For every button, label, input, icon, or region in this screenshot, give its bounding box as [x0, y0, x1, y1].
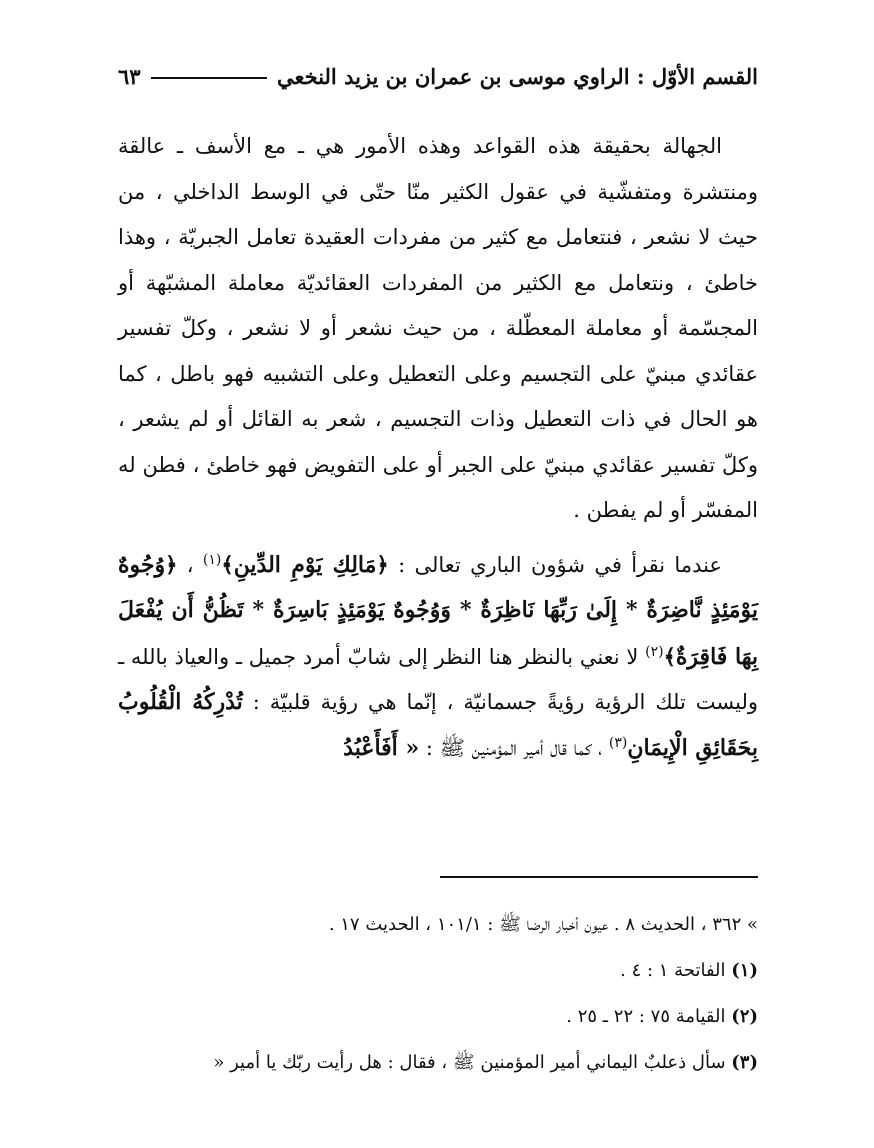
- footnote-continuation: » ٣٦٢ ، الحديث ٨ . عيون أخبار الرضا ﷺ : ١٠١/١ ، الحديث ١٧ .: [328, 914, 758, 935]
- header-rule: [151, 77, 267, 79]
- quran-close-bracket: ﴾: [221, 551, 234, 577]
- footnote-text: الفاتحة ١ : ٤ .: [620, 960, 726, 981]
- footnote-1: [110, 948, 758, 994]
- main-text: [118, 124, 758, 771]
- footnote-number: (١): [731, 960, 758, 981]
- footnote-number: (٢): [731, 1006, 758, 1027]
- quote-start: « أَفَأَعْبُدُ: [343, 734, 420, 761]
- page-header: [118, 56, 758, 96]
- quran-close-bracket: ﴾: [663, 643, 676, 669]
- hadith-phrase: تُدْرِكُهُ الْقُلُوبُ بِحَقَائِقِ الْإِيمَانِ: [118, 689, 758, 761]
- quran-open-bracket: ﴿: [165, 551, 178, 577]
- footnote-ref-2: (٢): [645, 643, 664, 660]
- footnote-2: [110, 994, 758, 1040]
- paragraph-1: الجهالة بحقيقة هذه القواعد وهذه الأمور هي ـ مع الأسف ـ عالقة ومنتشرة ومتفشّية في عقول الكثير منّا حتّى في الوسط الداخلي ، من حيث لا نشعر ، فنتعامل مع كثير من مفردات العقيدة تعامل الجبريّة ، وهذا خاطئ ، ونتعامل مع الكثير من المفردات العقائديّة معاملة المشبّهة أو المجسّمة أو معاملة المعطّلة ، من حيث نشعر أو لا نشعر ، وكلّ تفسير عقائدي مبنيّ على التجسيم وعلى التعطيل وعلى التشبيه فهو باطل ، كما هو الحال في ذات التعطيل وذات التجسيم ، شعر به القائل أو لم يشعر ، وكلّ تفسير عقائدي مبنيّ على الجبر أو على التفويض فهو خاطئ ، فطن له المفسّر أو لم يفطن .: [118, 134, 758, 522]
- footnotes: [110, 902, 758, 1086]
- page-number: ٦٣: [118, 63, 141, 89]
- running-title: القسم الأوّل : الراوي موسى بن عمران بن يزيد النخعي: [277, 63, 758, 89]
- footnote-number: (٣): [731, 1052, 758, 1073]
- paragraph-2-intro: عندما نقرأ في شؤون الباري تعالى :: [398, 552, 722, 577]
- paragraph-2: [118, 542, 758, 772]
- footnote-text: القيامة ٧٥ : ٢٢ ـ ٢٥ .: [566, 1006, 726, 1027]
- separator: ،: [186, 552, 194, 577]
- footnote-ref-1: (١): [202, 551, 222, 568]
- quran-verse-2: وُجُوهٌ يَوْمَئِذٍ نَّاضِرَةٌ * إِلَىٰ رَبِّهَا نَاظِرَةٌ * وَوُجُوهٌ يَوْمَئِذٍ بَاسِرَةٌ * تَظُنُّ أَن يُفْعَلَ بِهَا فَاقِرَةٌ: [118, 551, 758, 670]
- paragraph-2-middle: لا نعني بالنظر هنا النظر إلى شابّ أمرد جميل ـ والعياذ بالله ـ وليست تلك الرؤية رؤيةً جسمانيّة ، إنّما هي رؤية قلبيّة :: [118, 644, 758, 714]
- quran-verse-1: مَالِكِ يَوْمِ الدِّينِ: [233, 551, 377, 578]
- paragraph-2-after-phrase: ، كما قال أمير المؤمنين ﷺ :: [425, 735, 603, 760]
- footnote-ref-3: (٣): [608, 734, 628, 751]
- footnote-3: [110, 1040, 758, 1086]
- quran-open-bracket: ﴿: [376, 551, 389, 577]
- footnote-separator: [440, 876, 758, 878]
- footnote-text: سأل ذعلبٌ اليماني أمير المؤمنين ﷺ ، فقال : هل رأيت ربّك يا أمير «: [213, 1052, 726, 1073]
